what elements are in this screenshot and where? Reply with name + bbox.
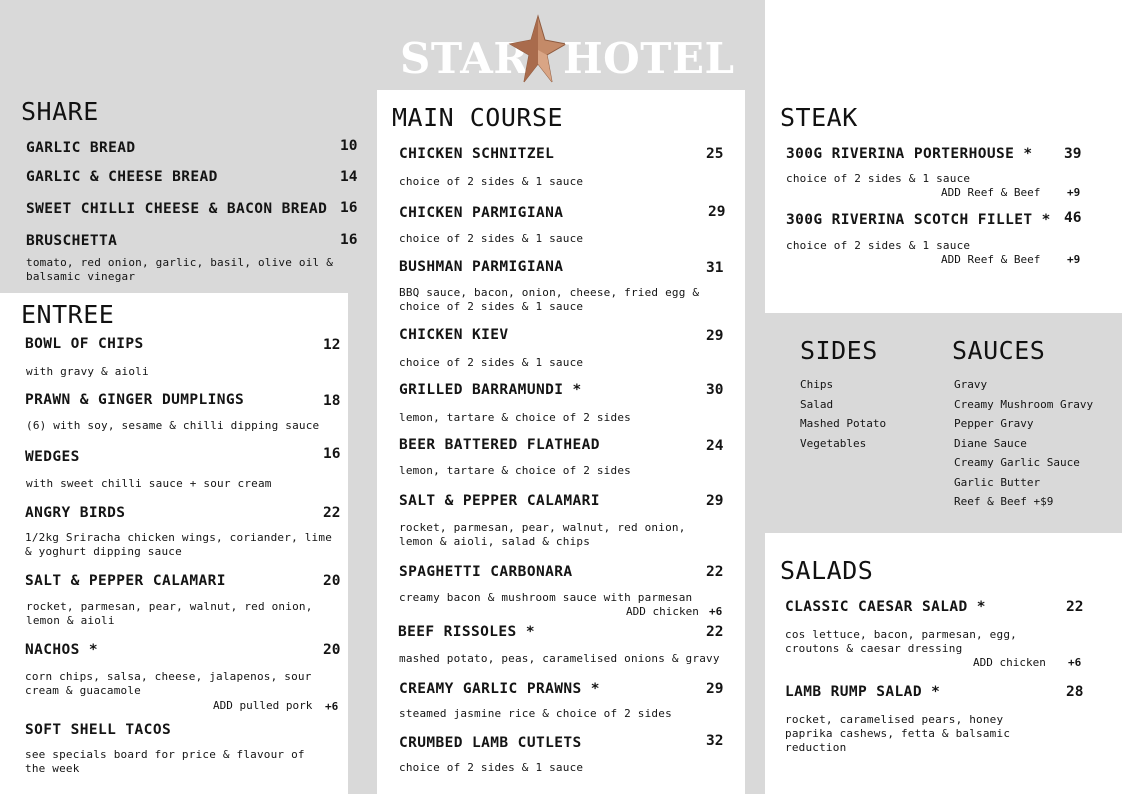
list-item: Creamy Mushroom Gravy xyxy=(954,397,1094,411)
main-item-name: CHICKEN SCHNITZEL xyxy=(399,146,555,162)
main-item-desc: choice of 2 sides & 1 sauce xyxy=(399,356,584,369)
entree-item-desc: with sweet chilli sauce + sour cream xyxy=(26,477,272,490)
main-item-name: CHICKEN KIEV xyxy=(399,327,509,343)
salads-title: SALADS xyxy=(780,556,874,585)
main-item-desc: choice of 2 sides & 1 sauce xyxy=(399,175,584,188)
entree-item-desc: (6) with soy, sesame & chilli dipping sauce xyxy=(26,419,320,432)
list-item: Garlic Butter xyxy=(954,475,1041,489)
salad-item-desc: cos lettuce, bacon, parmesan, egg, croutons & caesar dressing xyxy=(785,628,1017,655)
steak-item-price: 46 xyxy=(1064,210,1082,226)
main-item-name: CHICKEN PARMIGIANA xyxy=(399,205,564,221)
main-item-desc: steamed jasmine rice & choice of 2 sides xyxy=(399,707,672,720)
main-item-price: 25 xyxy=(706,146,724,162)
share-item-desc: tomato, red onion, garlic, basil, olive oil & balsamic vinegar xyxy=(26,256,334,283)
main-item-price: 29 xyxy=(708,204,726,220)
share-item-name: SWEET CHILLI CHEESE & BACON BREAD xyxy=(26,201,328,217)
list-item: Salad xyxy=(800,397,834,411)
main-item-price: 29 xyxy=(706,493,724,509)
list-item: Pepper Gravy xyxy=(954,417,1034,430)
list-item: Creamy Garlic Sauce xyxy=(954,456,1080,469)
entree-item-price: 20 xyxy=(323,642,341,658)
share-item-price: 14 xyxy=(340,169,358,185)
main-item-price: 29 xyxy=(706,328,724,344)
entree-item-name: SOFT SHELL TACOS xyxy=(25,722,172,738)
main-item-desc: choice of 2 sides & 1 sauce xyxy=(399,761,584,774)
main-item-desc: rocket, parmesan, pear, walnut, red onion, lemon & aioli, salad & chips xyxy=(399,521,686,548)
entree-item-price: 20 xyxy=(323,573,341,589)
entree-item-name: PRAWN & GINGER DUMPLINGS xyxy=(25,392,245,408)
share-item-name: BRUSCHETTA xyxy=(26,233,118,249)
entree-item-desc: with gravy & aioli xyxy=(26,365,149,378)
logo-text-hotel: HOTEL xyxy=(563,34,735,83)
main-item-desc: creamy bacon & mushroom sauce with parmesan xyxy=(399,591,693,604)
steak-addon-price: +9 xyxy=(1067,253,1081,266)
star-hotel-logo xyxy=(398,14,735,86)
main-item-price: 22 xyxy=(706,624,724,640)
entree-item-price: 22 xyxy=(323,505,341,521)
list-item: Gravy xyxy=(954,378,988,391)
salad-addon-price: +6 xyxy=(1068,656,1082,669)
main-item-name: SPAGHETTI CARBONARA xyxy=(399,564,573,580)
steak-addon: ADD Reef & Beef xyxy=(941,253,1041,266)
salad-addon: ADD chicken xyxy=(973,656,1046,669)
main-item-name: BEER BATTERED FLATHEAD xyxy=(399,437,600,453)
entree-addon-price: +6 xyxy=(325,700,339,713)
main-item-name: SALT & PEPPER CALAMARI xyxy=(399,493,600,509)
salad-item-desc: rocket, caramelised pears, honey paprika cashews, fetta & balsamic reduction xyxy=(785,713,1011,754)
main-item-desc: mashed potato, peas, caramelised onions & gravy xyxy=(399,652,720,665)
share-item-price: 16 xyxy=(340,200,358,216)
steak-title: STEAK xyxy=(780,103,858,132)
main-addon-price: +6 xyxy=(709,605,723,618)
main-item-price: 31 xyxy=(706,260,724,276)
main-item-desc: BBQ sauce, bacon, onion, cheese, fried egg & choice of 2 sides & 1 sauce xyxy=(399,286,700,313)
main-item-desc: lemon, tartare & choice of 2 sides xyxy=(399,464,631,477)
main-item-desc: lemon, tartare & choice of 2 sides xyxy=(399,411,631,424)
entree-title: ENTREE xyxy=(21,300,115,329)
steak-item-price: 39 xyxy=(1064,146,1082,162)
list-item: Mashed Potato xyxy=(800,417,887,430)
salad-item-name: CLASSIC CAESAR SALAD * xyxy=(785,599,986,615)
steak-item-desc: choice of 2 sides & 1 sauce xyxy=(786,239,971,252)
entree-addon: ADD pulled pork xyxy=(213,699,313,712)
list-item: Reef & Beef +$9 xyxy=(954,495,1054,508)
entree-item-price: 12 xyxy=(323,337,341,353)
share-item-price: 10 xyxy=(340,138,358,154)
main-item-name: BEEF RISSOLES * xyxy=(398,624,535,640)
entree-item-name: SALT & PEPPER CALAMARI xyxy=(25,573,226,589)
entree-item-price: 18 xyxy=(323,393,341,409)
star-icon xyxy=(508,14,568,84)
entree-item-name: BOWL OF CHIPS xyxy=(25,336,144,352)
main-item-name: GRILLED BARRAMUNDI * xyxy=(399,382,582,398)
list-item: Vegetables xyxy=(800,436,867,450)
entree-item-desc: 1/2kg Sriracha chicken wings, coriander, lime & yoghurt dipping sauce xyxy=(25,531,333,558)
steak-item-desc: choice of 2 sides & 1 sauce xyxy=(786,172,971,185)
main-item-price: 30 xyxy=(706,382,724,398)
salad-item-name: LAMB RUMP SALAD * xyxy=(785,684,941,700)
entree-item-desc: rocket, parmesan, pear, walnut, red onion, lemon & aioli xyxy=(26,600,313,627)
entree-item-name: NACHOS * xyxy=(25,642,99,658)
list-item: Chips xyxy=(800,378,834,391)
steak-addon: ADD Reef & Beef xyxy=(941,186,1041,199)
steak-item-name: 300G RIVERINA PORTERHOUSE * xyxy=(786,146,1033,162)
salad-item-price: 28 xyxy=(1066,684,1084,700)
share-title: SHARE xyxy=(21,97,99,126)
list-item: Diane Sauce xyxy=(954,436,1027,450)
steak-item-name: 300G RIVERINA SCOTCH FILLET * xyxy=(786,212,1051,228)
main-item-name: CRUMBED LAMB CUTLETS xyxy=(399,735,582,751)
share-item-price: 16 xyxy=(340,232,358,248)
entree-item-name: WEDGES xyxy=(25,449,80,465)
main-item-price: 29 xyxy=(706,681,724,697)
main-course-title: MAIN COURSE xyxy=(392,103,564,132)
entree-item-name: ANGRY BIRDS xyxy=(25,505,126,521)
sides-title: SIDES xyxy=(800,336,878,365)
main-item-price: 22 xyxy=(706,564,724,580)
entree-item-price: 16 xyxy=(323,446,341,462)
steak-addon-price: +9 xyxy=(1067,186,1081,199)
share-item-name: GARLIC BREAD xyxy=(26,140,136,156)
sides-list xyxy=(800,378,886,456)
share-item-name: GARLIC & CHEESE BREAD xyxy=(26,169,218,185)
entree-item-desc: corn chips, salsa, cheese, jalapenos, sour cream & guacamole xyxy=(25,670,312,697)
main-item-price: 24 xyxy=(706,438,724,454)
main-addon: ADD chicken xyxy=(626,605,699,618)
main-item-desc: choice of 2 sides & 1 sauce xyxy=(399,232,584,245)
main-item-name: CREAMY GARLIC PRAWNS * xyxy=(399,681,600,697)
entree-item-desc: see specials board for price & flavour of the week xyxy=(25,748,305,775)
logo-text-star: STAR xyxy=(400,34,529,83)
sauces-title: SAUCES xyxy=(952,336,1046,365)
main-item-price: 32 xyxy=(706,733,724,749)
main-item-name: BUSHMAN PARMIGIANA xyxy=(399,259,564,275)
salad-item-price: 22 xyxy=(1066,599,1084,615)
sauces-list xyxy=(954,378,1093,515)
